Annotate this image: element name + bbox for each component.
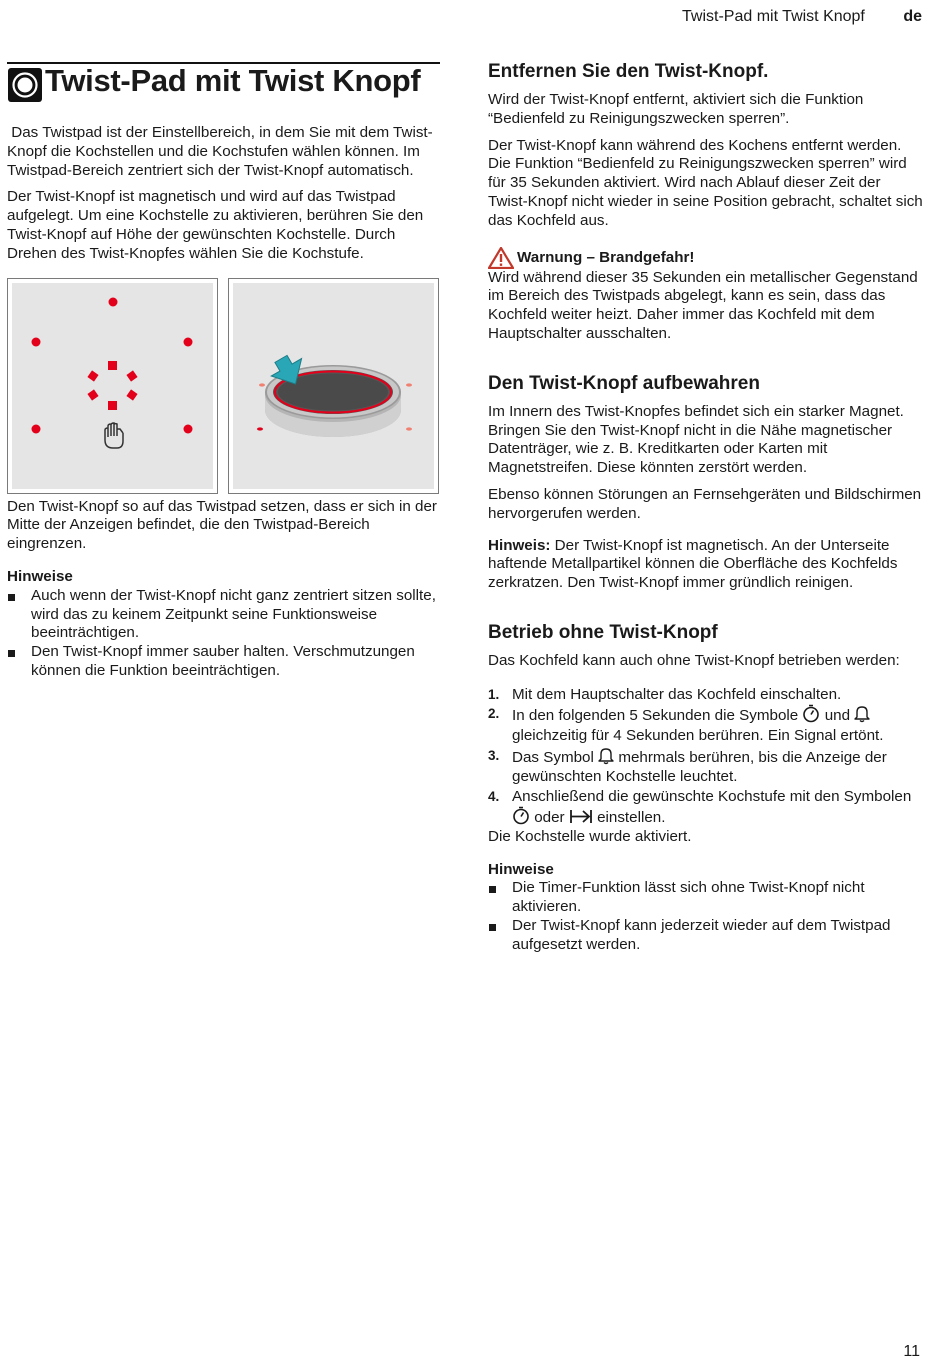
- page-number: 11: [903, 1343, 920, 1360]
- step-number: 4.: [488, 788, 500, 804]
- storage-title: Den Twist-Knopf aufbewahren: [488, 372, 760, 394]
- steps-list: [488, 685, 924, 828]
- twistpad-figure: [7, 278, 218, 494]
- bell-icon: [854, 704, 870, 723]
- remove-title: Entfernen Sie den Twist-Knopf.: [488, 61, 769, 82]
- list-item: [488, 685, 924, 705]
- intro-paragraph-1: Das Twistpad ist der Einstellbereich, in dem Sie mit dem Twist-Knopf die Kochstellen und die Kochstufen wählen können. Im Twistpad-Bereich zentriert sich der Twist-Knopf automatisch.: [7, 124, 433, 179]
- storage-paragraph-1: Im Innern des Twist-Knopfes befindet sich ein starker Magnet. Bringen Sie den Twist-Knopf nicht in die Nähe magnetischer Datenträger, wie z. B. Kreditkarten oder Karten mit Magnetstreifen. Diese könnten zerstört werden.: [488, 402, 904, 477]
- storage-paragraph-2: Ebenso können Störungen an Fernsehgeräten und Bildschirmen hervorgerufen werden.: [488, 485, 922, 522]
- step-number: 2.: [488, 706, 500, 722]
- list-item: Die Timer-Funktion lässt sich ohne Twist-Knopf nicht aktivieren.: [488, 879, 924, 917]
- hints-title: Hinweise: [7, 567, 73, 585]
- step-text: Anschließend die gewünschte Kochstufe mit den Symbolen: [512, 787, 916, 805]
- right-column: [488, 60, 924, 955]
- step-number: 3.: [488, 747, 500, 763]
- operation-intro: Das Kochfeld kann auch ohne Twist-Knopf betrieben werden:: [488, 651, 900, 669]
- timer-icon: [512, 806, 530, 825]
- operation-hints-title: Hinweise: [488, 860, 554, 878]
- timer-icon: [802, 704, 820, 723]
- chapter-title: Twist-Pad mit Twist Knopf: [45, 63, 421, 98]
- header-title: Twist-Pad mit Twist Knopf: [682, 8, 865, 25]
- arrow-to-bar-icon: [569, 808, 593, 825]
- list-item: [488, 704, 924, 745]
- chapter-heading: [7, 62, 440, 108]
- step-text: einstellen.: [592, 809, 666, 827]
- step-text: oder: [530, 809, 569, 827]
- operation-result: Die Kochstelle wurde aktiviert.: [488, 827, 692, 845]
- bell-icon: [598, 746, 614, 765]
- note-text: Der Twist-Knopf ist magnetisch. An der Unterseite haftende Metallpartikel können die Oberfläche des Kochfelds zerkratzen. Den Twist-Knopf immer gründlich reinigen.: [488, 536, 902, 592]
- warning-text: Wird während dieser 35 Sekunden ein metallischer Gegenstand im Bereich des Twistpads abgelegt, kann es sein, dass das Kochfeld weiter heizt. Daher immer das Kochfeld mit dem Hauptschalter ausschalten.: [488, 268, 918, 342]
- left-column: [7, 62, 440, 681]
- warning-title: Warnung – Brandgefahr!: [517, 248, 695, 266]
- twist-pad-icon: [8, 68, 42, 102]
- warning-heading: [488, 247, 924, 269]
- storage-note: [488, 537, 924, 593]
- page-header: [682, 8, 922, 26]
- figure-caption: Den Twist-Knopf so auf das Twistpad setzen, dass er sich in der Mitte der Anzeigen befindet, die den Twistpad-Bereich eingrenzen.: [7, 497, 437, 553]
- remove-paragraph-2: Der Twist-Knopf kann während des Kochens entfernt werden. Die Funktion “Bedienfeld zu Reinigungszwecken sperren” wird für 35 Sekunden aktiviert. Wird nach Ablauf dieser Zeit der Twist-Knopf nicht wieder in seine Position gebracht, schaltet sich das Kochfeld aus.: [488, 136, 923, 229]
- hints-list: [7, 587, 440, 681]
- twist-knob-figure: [228, 278, 439, 494]
- step-text: In den folgenden 5 Sekunden die Symbole: [512, 707, 803, 725]
- list-item: Der Twist-Knopf kann jederzeit wieder auf dem Twistpad aufgesetzt werden.: [488, 917, 924, 955]
- intro-paragraph-2: Der Twist-Knopf ist magnetisch und wird auf das Twistpad aufgelegt. Um eine Kochstelle zu aktivieren, berühren Sie den Twist-Knopf auf Höhe der gewünschten Kochstelle. Durch Drehen des Twist-Knopfes wählen Sie die Kochstufe.: [7, 188, 424, 262]
- operation-hints-list: [488, 879, 924, 954]
- step-number: 1.: [488, 686, 500, 702]
- remove-paragraph-1: Wird der Twist-Knopf entfernt, aktiviert sich die Funktion “Bedienfeld zu Reinigungszwecken sperren”.: [488, 91, 864, 127]
- operation-title: Betrieb ohne Twist-Knopf: [488, 621, 718, 643]
- step-text: Mit dem Hauptschalter das Kochfeld einschalten.: [512, 685, 842, 703]
- header-language: de: [903, 8, 922, 25]
- step-text: gleichzeitig für 4 Sekunden berühren. Ein Signal ertönt.: [512, 707, 884, 744]
- figures: [7, 278, 440, 498]
- warning-triangle-icon: [488, 247, 514, 269]
- step-text: und: [820, 707, 855, 725]
- note-label: Hinweis:: [488, 536, 551, 554]
- list-item: Auch wenn der Twist-Knopf nicht ganz zentriert sitzen sollte, wird das zu keinem Zeitpunkt seine Funktionsweise beeinträchtigen.: [7, 587, 440, 643]
- list-item: [488, 787, 924, 828]
- list-item: Den Twist-Knopf immer sauber halten. Verschmutzungen können die Funktion beeinträchtigen.: [7, 643, 440, 681]
- step-text: Das Symbol: [512, 748, 599, 766]
- list-item: [488, 746, 924, 787]
- step-text: mehrmals berühren, bis die Anzeige der gewünschten Kochstelle leuchtet.: [512, 748, 892, 786]
